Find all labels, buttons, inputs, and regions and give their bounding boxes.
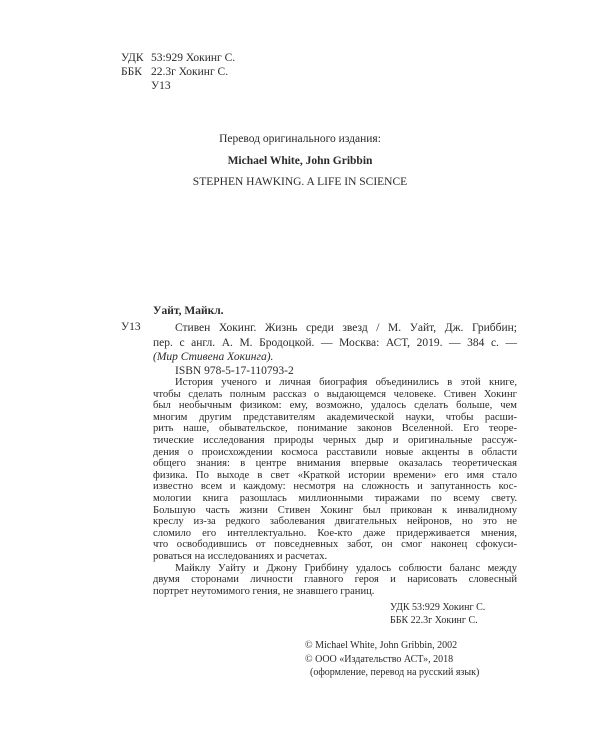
original-heading: Перевод оригинального издания: <box>219 133 381 145</box>
abstract-line: История ученого и личная биография объединились в этой книге, <box>175 377 517 388</box>
classification-block <box>121 51 235 93</box>
abstract-line: мологии книга разошлась миллионными тиражами по всему свету. <box>153 492 517 504</box>
abstract-line: двумя сторонами личности главного героя и нарисовать словесный <box>153 574 517 586</box>
abstract-line: тические исследования природы черных дыр и оригинальные рассуж- <box>153 434 517 446</box>
abstract-line: чтобы сделать полным рассказ о выдающемся человеке. Стивен Хокинг <box>153 388 517 400</box>
footer-udk: УДК 53:929 Хокинг С. <box>390 602 486 613</box>
abstract-line: Большую часть жизни Стивен Хокинг был прикован к инвалидному <box>153 504 517 516</box>
original-title: STEPHEN HAWKING. A LIFE IN SCIENCE <box>192 176 408 188</box>
bbk-value: 22.3г Хокинг С. <box>151 66 229 78</box>
copyright-line: © Michael White, John Gribbin, 2002 <box>305 640 458 651</box>
abstract-line: дения о происхождении космоса расставили новые акценты в области <box>153 446 517 458</box>
abstract-line: роваться на исследованиях и расчетах. <box>153 550 328 562</box>
footer-classification <box>390 601 485 627</box>
entry-mark: У13 <box>121 321 141 333</box>
abstract <box>153 377 517 597</box>
abstract-line: физика. По выходе в свет «Краткой истории времени» его имя стало <box>153 469 517 481</box>
bibliographic-entry <box>153 321 517 365</box>
abstract-line: креслу из-за редкого заболевания двигательных нейронов, но это не <box>153 516 517 528</box>
abstract-line: многим другим представителям академической науки, чтобы расши- <box>153 411 517 423</box>
copyright-line: © ООО «Издательство АСТ», 2018 <box>305 653 454 665</box>
entry-line: Стивен Хокинг. Жизнь среди звезд / М. Уайт, Дж. Гриббин; <box>175 322 517 334</box>
abstract-line: сломило его интеллектуально. Кое-кто даже придерживается мнения, <box>153 527 517 539</box>
copyright-line: (оформление, перевод на русский язык) <box>310 667 480 678</box>
copyright-block <box>305 639 479 680</box>
author-mark: У13 <box>151 80 171 92</box>
abstract-line: был необычным физиком: ему, возможно, удалось сделать больше, чем <box>153 400 517 412</box>
abstract-line: Майклу Уайту и Джону Гриббину удалось соблюсти баланс между <box>175 562 517 574</box>
isbn: ISBN 978-5-17-110793-2 <box>175 365 294 377</box>
entry-author: Уайт, Майкл. <box>153 305 224 317</box>
udk-value: 53:929 Хокинг С. <box>151 52 236 64</box>
abstract-line: что освободившись от повседневных забот, он смог наконец сфокуси- <box>153 539 517 551</box>
entry-line: пер. с англ. А. М. Бродоцкой. — Москва: АСТ, 2019. — 384 с. — <box>153 336 517 349</box>
original-authors: Michael White, John Gribbin <box>227 155 373 167</box>
udk-label: УДК <box>121 52 144 64</box>
abstract-line: известно всем и каждому: несмотря на сложность и запутанность кос- <box>153 481 517 493</box>
entry-series: (Мир Стивена Хокинга). <box>153 351 274 363</box>
abstract-line: общего знания: в центре внимания впервые оказалась теоретическая <box>153 458 517 470</box>
abstract-line: рить наше, обывательское, понимание законов Вселенной. Его теоре- <box>153 423 517 435</box>
bbk-label: ББК <box>121 66 142 78</box>
abstract-line: портрет неутомимого гения, не знавшего границ. <box>153 585 375 597</box>
footer-bbk: ББК 22.3г Хокинг С. <box>390 615 478 626</box>
